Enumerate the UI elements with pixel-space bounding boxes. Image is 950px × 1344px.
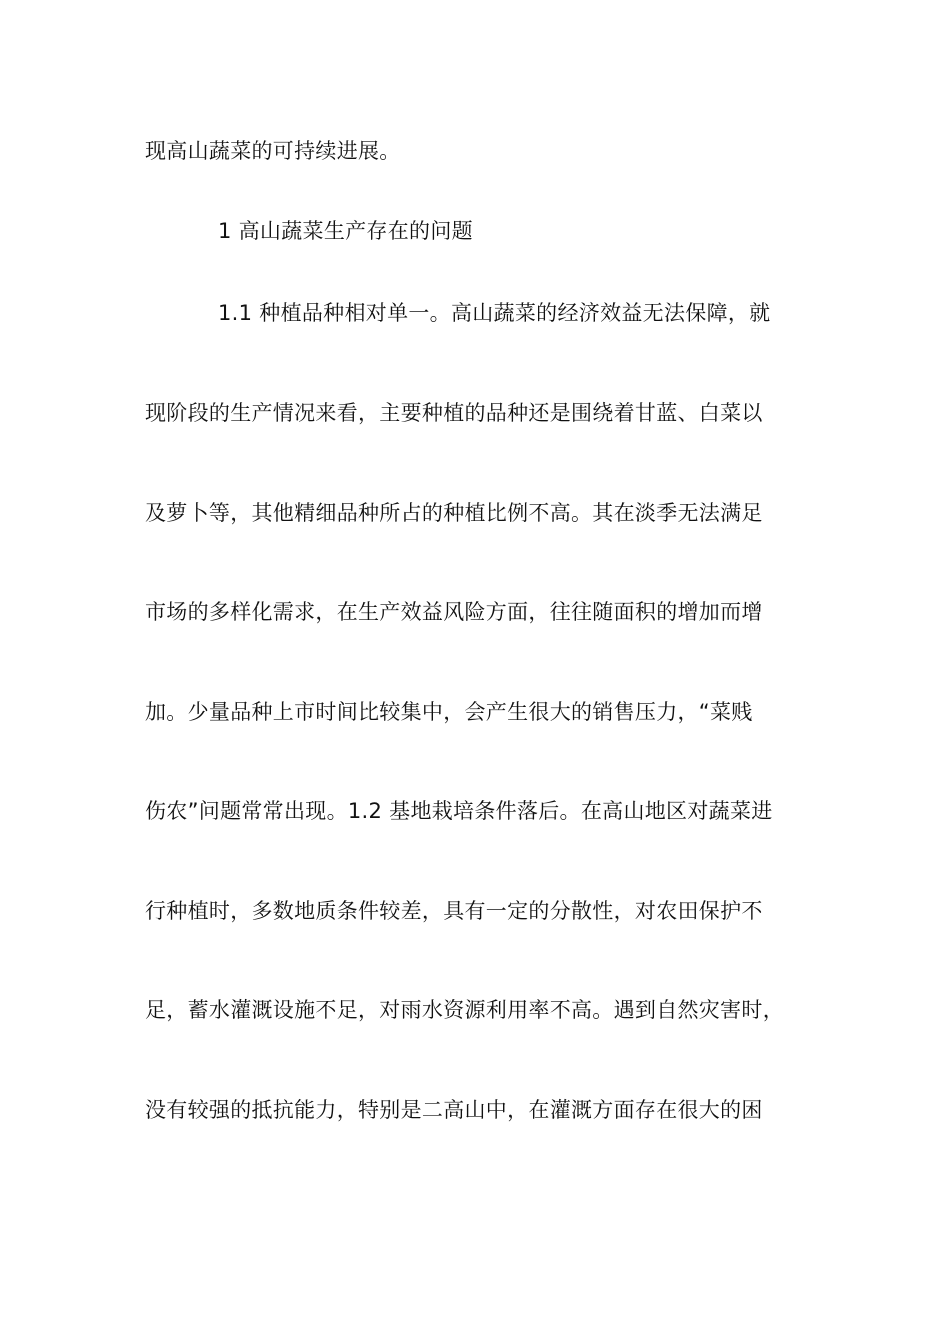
paragraph-line: 足，蓄水灌溉设施不足，对雨水资源利用率不高。遇到自然灾害时，: [145, 998, 784, 1022]
paragraph-line: 伤农”问题常常出现。1.2 基地栽培条件落后。在高山地区对蔬菜进: [145, 799, 773, 823]
paragraph-line: 现阶段的生产情况来看，主要种植的品种还是围绕着甘蓝、白菜以: [145, 401, 763, 425]
paragraph-line: 没有较强的抵抗能力，特别是二高山中，在灌溉方面存在很大的困: [145, 1098, 763, 1122]
paragraph-line: 及萝卜等，其他精细品种所占的种植比例不高。其在淡季无法满足: [145, 501, 763, 525]
paragraph-line: 行种植时，多数地质条件较差，具有一定的分散性，对农田保护不: [145, 899, 763, 923]
paragraph-line: 现高山蔬菜的可持续进展。: [145, 139, 401, 163]
section-heading: 1 高山蔬菜生产存在的问题: [218, 219, 473, 243]
paragraph-line: 加。少量品种上市时间比较集中，会产生很大的销售压力，“菜贱: [145, 700, 753, 724]
paragraph-line: 市场的多样化需求，在生产效益风险方面，往往随面积的增加而增: [145, 600, 763, 624]
paragraph-line: 1.1 种植品种相对单一。高山蔬菜的经济效益无法保障，就: [218, 301, 771, 325]
